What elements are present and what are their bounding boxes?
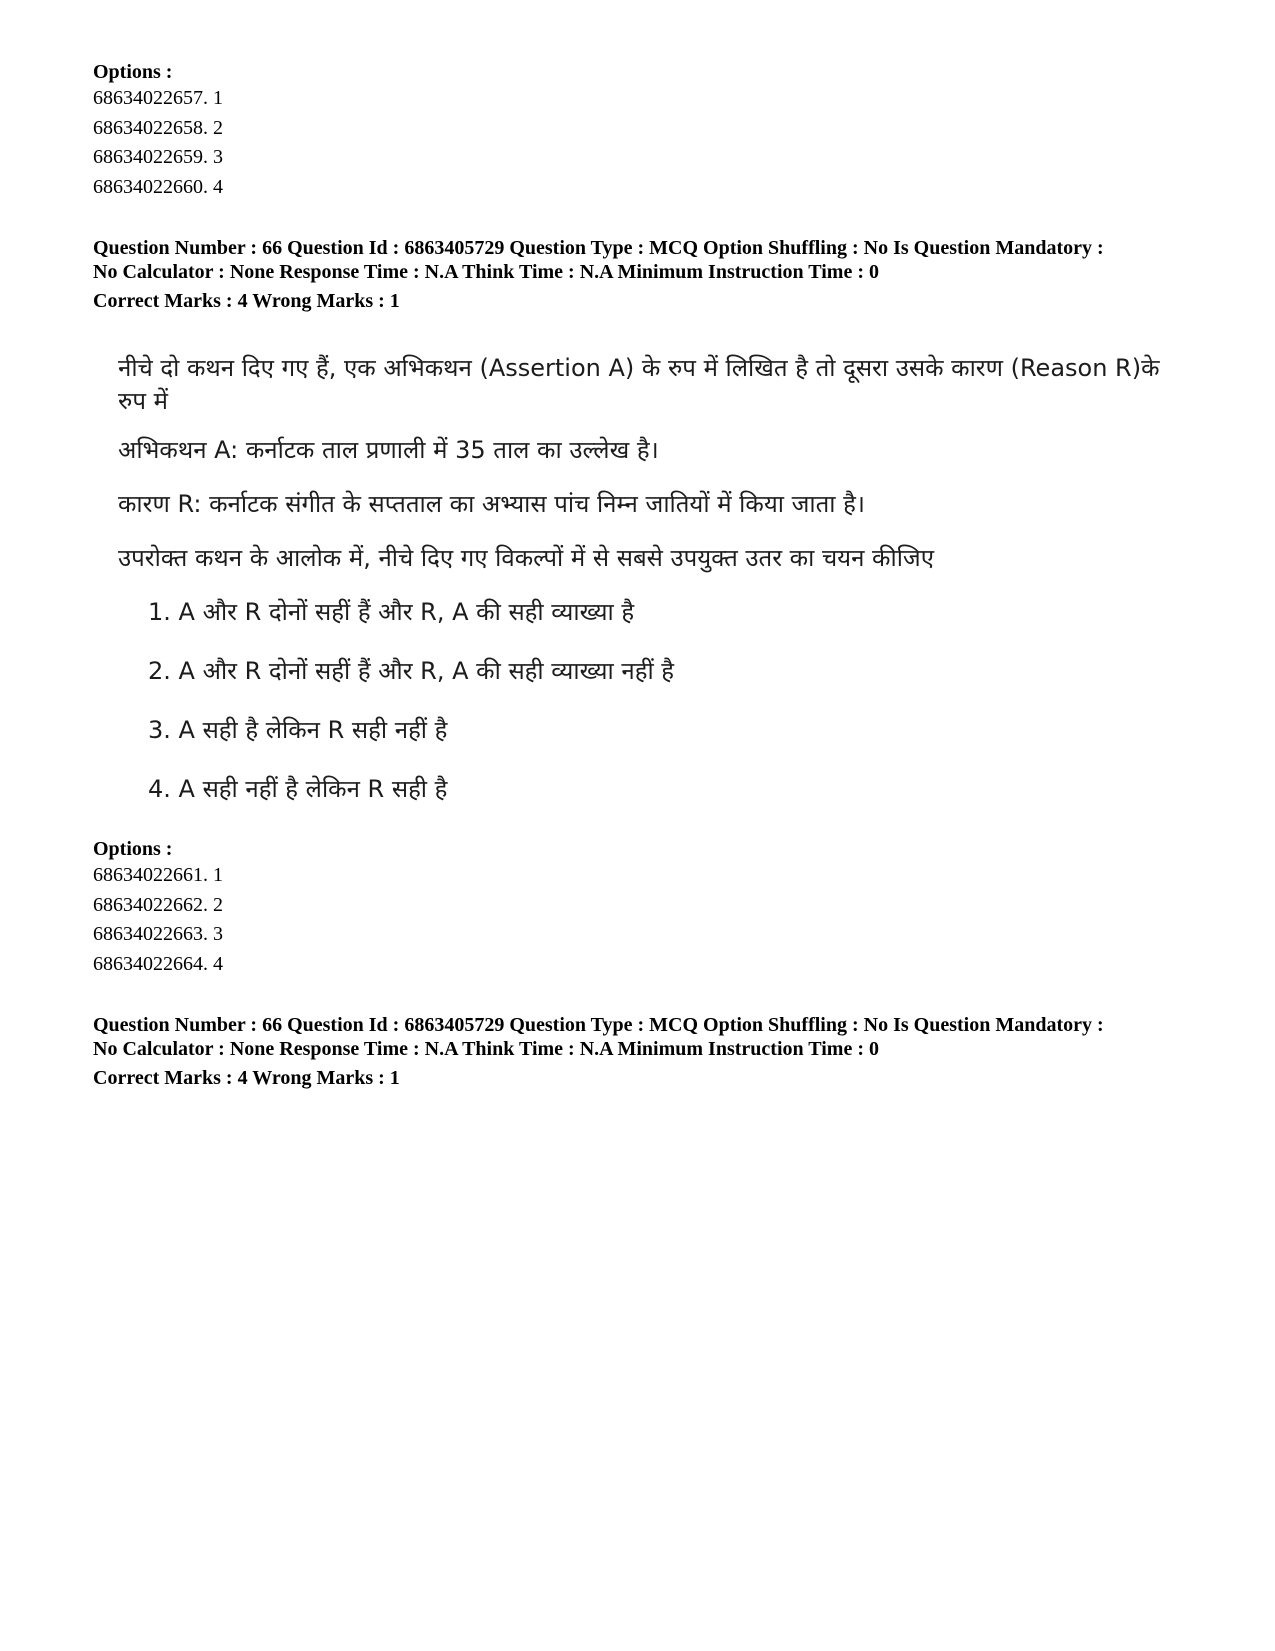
question-choice: 3. A सही है लेकिन R सही नहीं है <box>148 716 448 744</box>
question-choice: 2. A और R दोनों सहीं हैं और R, A की सही व्याख्या नहीं है <box>148 657 675 685</box>
next-question-marks: Correct Marks : 4 Wrong Marks : 1 <box>93 1067 400 1089</box>
question-marks: Correct Marks : 4 Wrong Marks : 1 <box>93 290 400 312</box>
question-header <box>93 236 1203 313</box>
question-instruction: उपरोक्त कथन के आलोक में, नीचे दिए गए विकल्पों में से सबसे उपयुक्त उतर का चयन कीजिए <box>118 544 934 572</box>
next-question-meta-line-2: No Calculator : None Response Time : N.A Think Time : N.A Minimum Instruction Time : 0 <box>93 1038 879 1060</box>
option-item: 68634022664. 4 <box>93 952 223 975</box>
question-choices <box>148 596 1198 806</box>
question-reason: कारण R: कर्नाटक संगीत के सप्तताल का अभ्यास पांच निम्न जातियों में किया जाता है। <box>118 490 865 518</box>
options-heading-bottom: Options : <box>93 838 173 860</box>
question-intro: नीचे दो कथन दिए गए हैं, एक अभिकथन (Assertion A) के रुप में लिखित है तो दूसरा उसके कारण (Reason R)के रुप में <box>118 354 1160 415</box>
options-list-top <box>93 84 223 202</box>
next-question-meta-line-1: Question Number : 66 Question Id : 6863405729 Question Type : MCQ Option Shuffling : No Is Question Mandatory : <box>93 1014 1104 1036</box>
next-question-header <box>93 1013 1203 1090</box>
question-meta-line-2: No Calculator : None Response Time : N.A Think Time : N.A Minimum Instruction Time : 0 <box>93 261 879 283</box>
options-heading-top: Options : <box>93 61 173 83</box>
question-assertion: अभिकथन A: कर्नाटक ताल प्रणाली में 35 ताल का उल्लेख है। <box>118 436 659 464</box>
option-item: 68634022657. 1 <box>93 87 223 109</box>
question-choice: 4. A सही नहीं है लेकिन R सही है <box>148 775 448 803</box>
question-body <box>118 352 1198 832</box>
option-item: 68634022659. 3 <box>93 146 223 168</box>
option-item: 68634022663. 3 <box>93 923 223 945</box>
option-item: 68634022658. 2 <box>93 116 223 139</box>
options-list-bottom <box>93 861 223 979</box>
option-item: 68634022661. 1 <box>93 864 223 886</box>
question-meta-line-1: Question Number : 66 Question Id : 6863405729 Question Type : MCQ Option Shuffling : No Is Question Mandatory : <box>93 237 1104 259</box>
question-choice: 1. A और R दोनों सहीं हैं और R, A की सही व्याख्या है <box>148 598 635 626</box>
option-item: 68634022662. 2 <box>93 893 223 916</box>
option-item: 68634022660. 4 <box>93 175 223 198</box>
